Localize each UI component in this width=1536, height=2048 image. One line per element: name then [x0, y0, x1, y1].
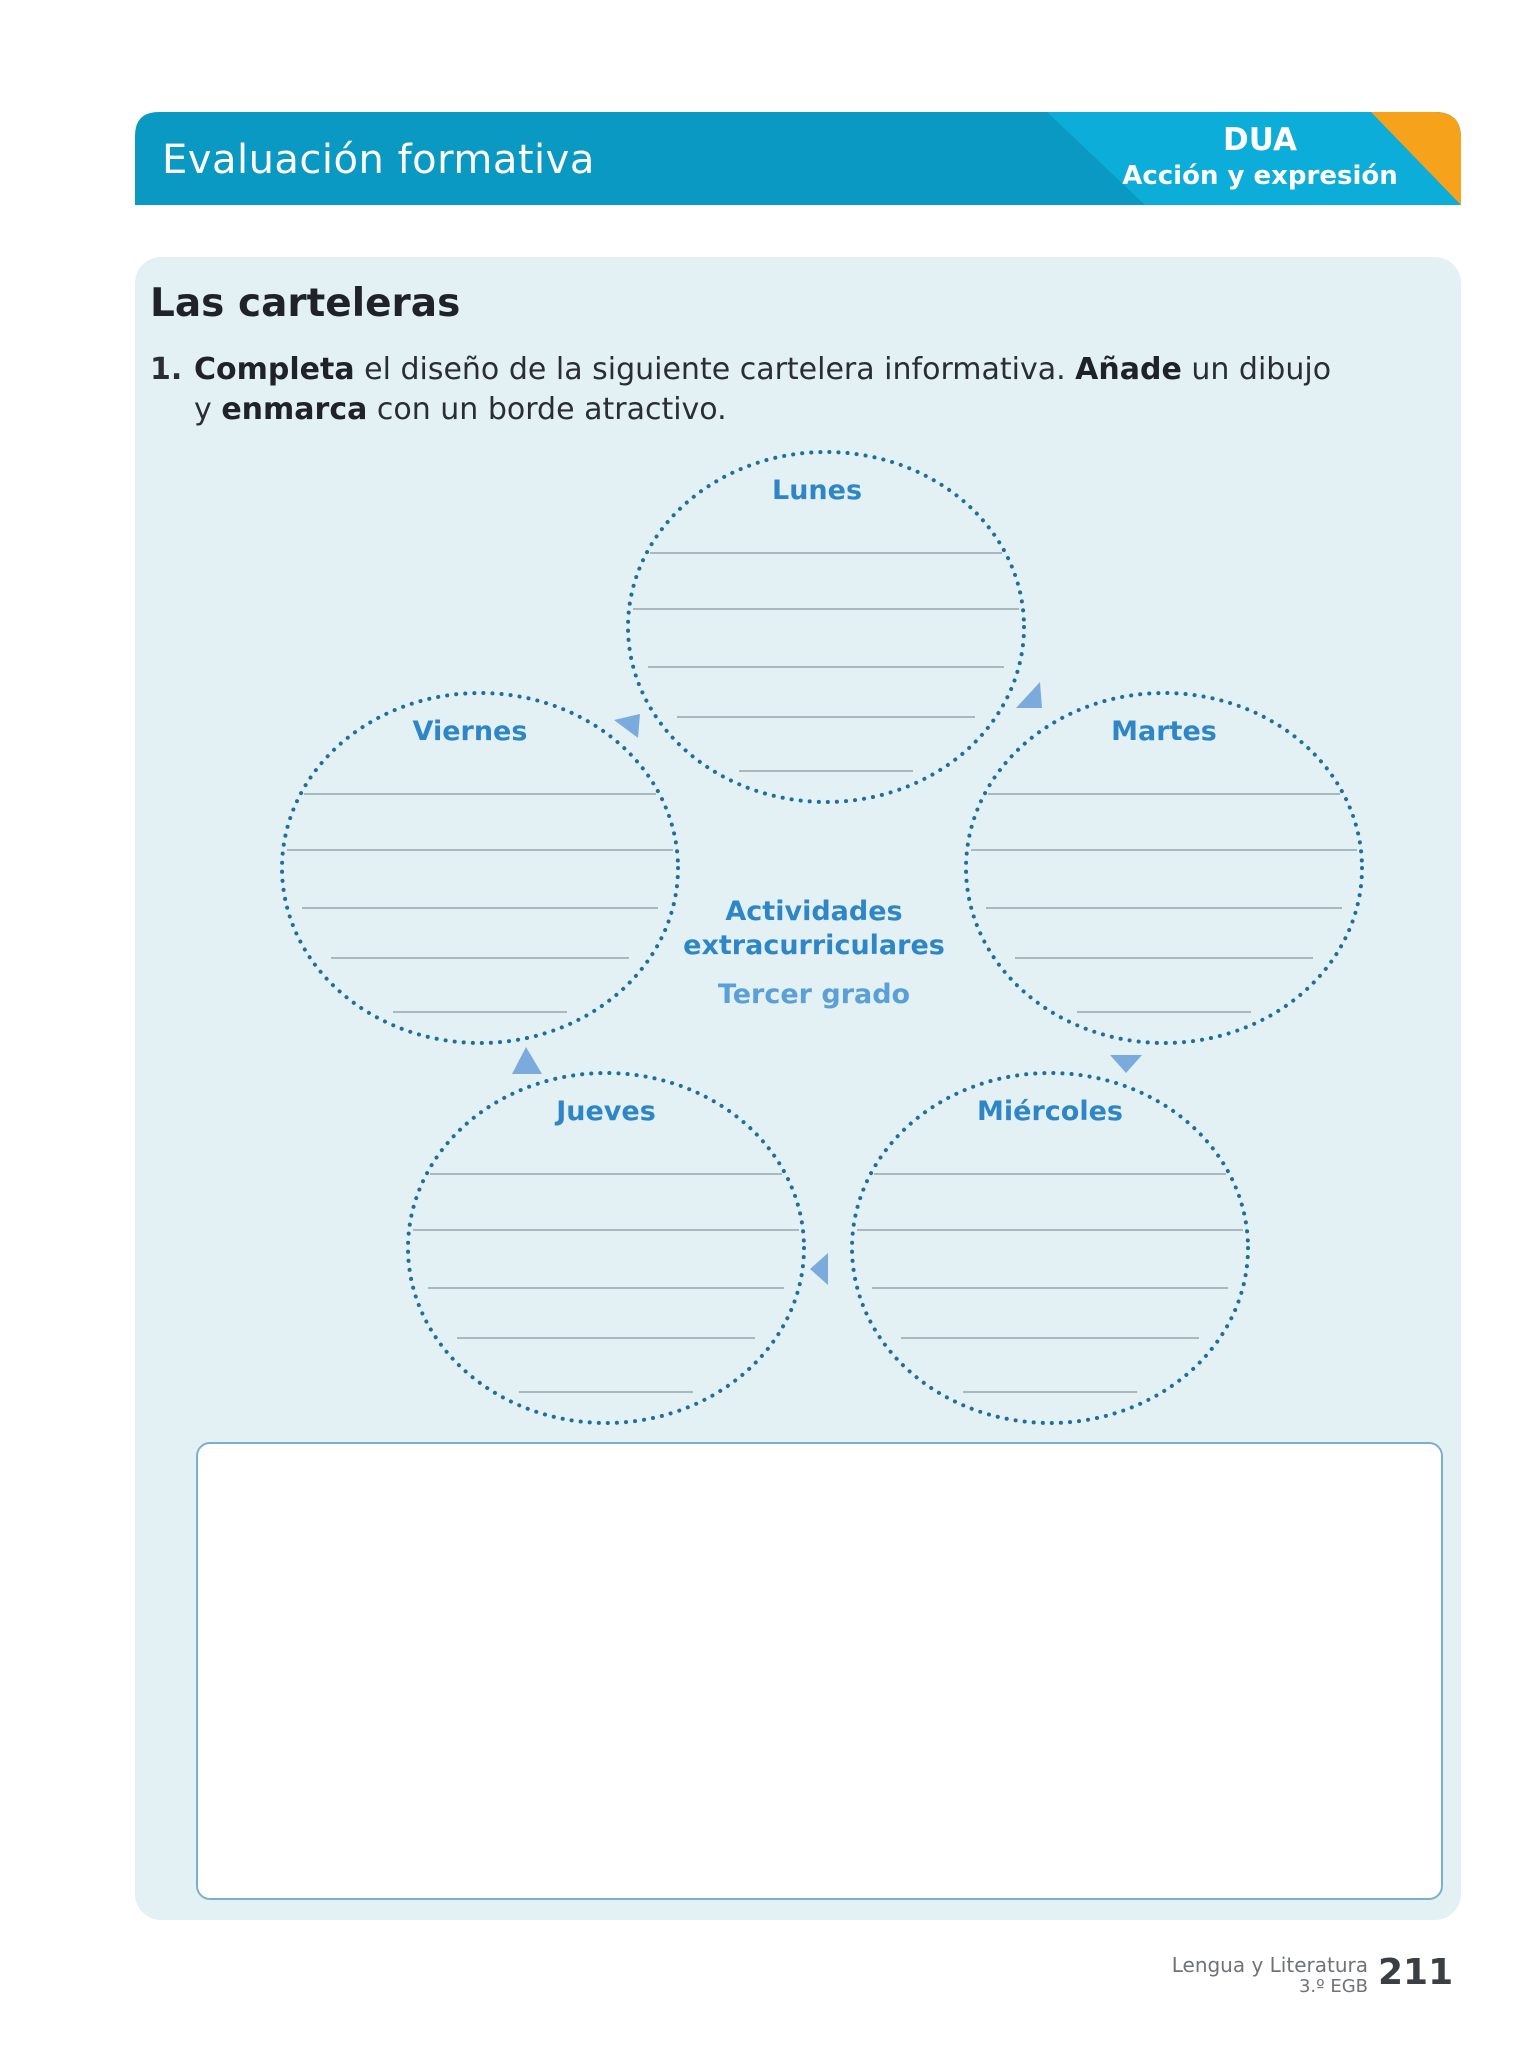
arrow-viernes-to-lunes-icon	[614, 714, 640, 738]
instruction-text-4: con un borde atractivo.	[376, 392, 727, 427]
arrow-lunes-to-martes-icon	[1016, 682, 1042, 708]
page-number: 211	[1378, 1952, 1454, 1993]
poster-center-line2: extracurriculares	[683, 930, 945, 961]
instruction-text-2: un dibujo	[1191, 352, 1332, 387]
arrow-miercoles-to-jueves-icon	[810, 1253, 828, 1285]
instruction-verb-completa: Completa	[194, 352, 355, 387]
day-circle-miercoles	[852, 1073, 1248, 1423]
day-label-viernes: Viernes	[412, 716, 528, 747]
poster-center-line1: Actividades	[725, 896, 903, 927]
question-number: 1.	[150, 352, 183, 387]
dua-badge-subtitle: Acción y expresión	[1122, 161, 1398, 191]
instruction-text-3: y	[194, 392, 212, 427]
header-title: Evaluación formativa	[162, 137, 595, 183]
instruction-verb-anade: Añade	[1075, 352, 1182, 387]
day-label-martes: Martes	[1111, 716, 1217, 747]
day-circle-martes	[966, 693, 1362, 1043]
arrow-jueves-to-viernes-icon	[512, 1047, 542, 1074]
day-circle-lunes	[628, 452, 1024, 802]
instruction-text-1: el diseño de la siguiente cartelera informativa.	[364, 352, 1066, 387]
footer-grade: 3.º EGB	[1298, 1976, 1368, 1997]
day-label-miercoles: Miércoles	[977, 1096, 1123, 1127]
dua-badge-title: DUA	[1223, 122, 1297, 158]
footer-book-title: Lengua y Literatura	[1171, 1953, 1368, 1977]
day-circle-jueves	[408, 1073, 804, 1423]
arrow-martes-to-miercoles-icon	[1110, 1055, 1142, 1073]
section-title: Las carteleras	[150, 281, 461, 326]
day-label-jueves: Jueves	[556, 1096, 656, 1127]
drawing-area[interactable]	[196, 1442, 1443, 1900]
instruction-verb-enmarca: enmarca	[221, 392, 368, 427]
poster-center-line3: Tercer grado	[717, 979, 911, 1010]
day-label-lunes: Lunes	[771, 475, 863, 506]
day-circle-viernes	[282, 693, 678, 1043]
